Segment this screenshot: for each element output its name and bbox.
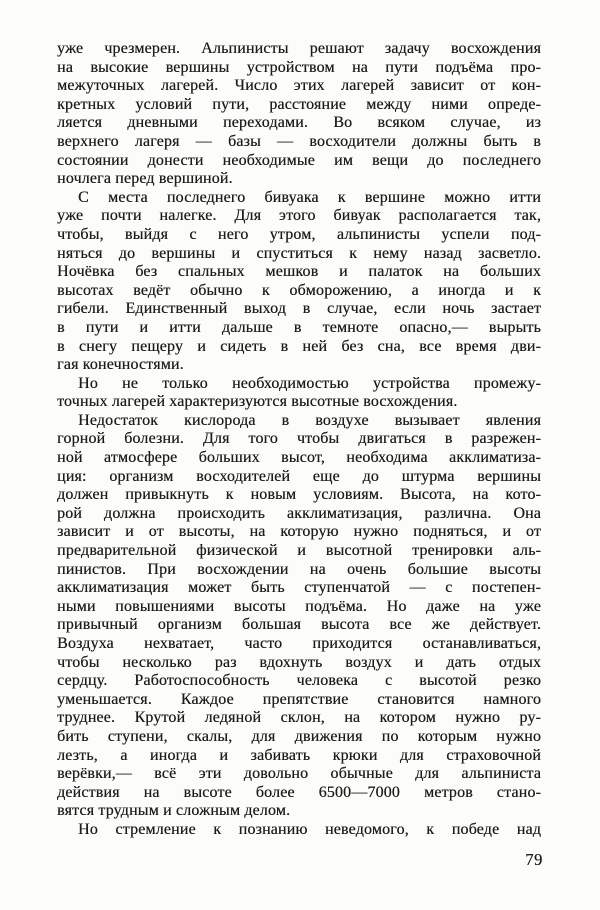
- text-line: чтобы, выйдя с него утром, альпинисты успели под-: [57, 225, 541, 243]
- text-line: высотах ведёт обычно к обморожению, а иногда и к: [57, 281, 541, 299]
- text-line: уже почти налегке. Для этого бивуак располагается так,: [57, 207, 541, 225]
- text-line: межуточных лагерей. Число этих лагерей зависит от кон-: [57, 77, 541, 95]
- text-line: гая конечностями.: [57, 356, 184, 374]
- text-line: Но стремление к познанию неведомого, к победе над: [78, 820, 541, 838]
- paragraph: [57, 189, 541, 375]
- text-line: предварительной физической и высотной тренировки аль-: [57, 542, 541, 560]
- text-line: ция: организм восходителей еще до штурма вершины: [57, 467, 541, 485]
- text-line: ными повышениями высоты подъёма. Но даже на уже: [57, 597, 541, 615]
- text-line: труднее. Крутой ледяной склон, на котором нужно ру-: [57, 709, 541, 727]
- paragraph: [57, 375, 541, 412]
- text-line: бить ступени, скалы, для движения по которым нужно: [57, 727, 541, 745]
- text-line: в пути и итти дальше в темноте опасно,— вырыть: [57, 318, 541, 336]
- text-line: рой должна происходить акклиматизация, различна. Она: [57, 504, 541, 522]
- text-line: ной атмосфере больших высот, необходима акклиматиза-: [57, 449, 541, 467]
- text-line: должен привыкнуть к новым условиям. Высота, на кото-: [57, 486, 541, 504]
- text-line: верхнего лагеря — базы — восходители должны быть в: [57, 132, 541, 150]
- text-line: С места последнего бивуака к вершине можно итти: [78, 188, 541, 206]
- paragraph: [57, 40, 541, 189]
- text-line: точных лагерей характеризуются высотные восхождения.: [57, 393, 458, 411]
- page-number: 79: [525, 850, 543, 869]
- text-line: зависит и от высоты, на которую нужно подняться, и от: [57, 523, 541, 541]
- text-line: горной болезни. Для того чтобы двигаться в разрежен-: [57, 430, 541, 448]
- body-text: [57, 40, 541, 840]
- text-line: чтобы несколько раз вдохнуть воздух и дать отдых: [57, 653, 541, 671]
- paragraph: [57, 821, 541, 840]
- text-line: Недостаток кислорода в воздухе вызывает явления: [78, 411, 541, 429]
- text-line: уменьшается. Каждое препятствие становится намного: [57, 690, 541, 708]
- text-line: на высокие вершины устройством на пути подъёма про-: [57, 58, 541, 76]
- text-line: ночлега перед вершиной.: [57, 170, 233, 188]
- text-line: Но не только необходимостью устройства промежу-: [78, 374, 541, 392]
- text-line: няться до вершины и спуститься к нему назад засветло.: [57, 244, 541, 262]
- text-line: действия на высоте более 6500—7000 метров стано-: [57, 783, 541, 801]
- text-line: ляется дневными переходами. Во всяком случае, из: [57, 114, 541, 132]
- text-line: верёвки,— всё эти довольно обычные для альпиниста: [57, 765, 541, 783]
- text-line: привычный организм большая высота все же действует.: [57, 616, 541, 634]
- text-line: акклиматизация может быть ступенчатой — с постепен-: [57, 579, 541, 597]
- text-line: кретных условий пути, расстояние между ними опреде-: [57, 95, 541, 113]
- text-line: вятся трудным и сложным делом.: [57, 802, 291, 820]
- text-line: сердцу. Работоспособность человека с высотой резко: [57, 672, 541, 690]
- text-line: уже чрезмерен. Альпинисты решают задачу восхождения: [57, 40, 541, 57]
- text-line: состоянии донести необходимые им вещи до последнего: [57, 151, 541, 169]
- text-line: Ночёвка без спальных мешков и палаток на больших: [57, 263, 541, 281]
- text-line: пинистов. При восхождении на очень большие высоты: [57, 560, 541, 578]
- paragraph: [57, 412, 541, 821]
- text-line: Воздуха нехватает, часто приходится останавливаться,: [57, 635, 541, 652]
- text-line: лезть, а иногда и забивать крюки для страховочной: [57, 746, 541, 764]
- text-line: в снегу пещеру и сидеть в ней без сна, все время дви-: [57, 337, 541, 355]
- text-line: гибели. Единственный выход в случае, если ночь застает: [57, 300, 541, 318]
